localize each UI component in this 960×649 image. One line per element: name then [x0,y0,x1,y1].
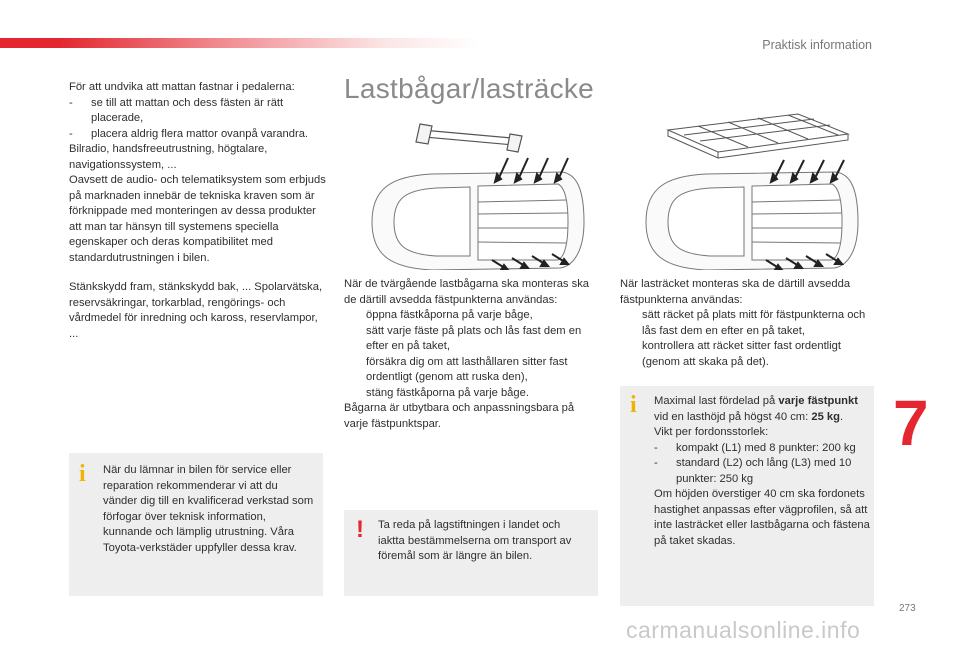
list-item: sätt varje fäste på plats och lås fast dem en efter en på taket, [366,324,582,352]
roof-rack-illustration [638,110,868,270]
watermark: carmanualsonline.info [626,617,861,643]
list-item: - standard (L2) och lång (L3) med 10 punkter: 250 kg [654,457,852,485]
page-title: Lastbågar/lasträcke [344,73,595,104]
list-item: försäkra dig om att lasthållaren sitter fast ordentligt (genom att ruska den), [366,355,568,383]
info-box-text: När du lämnar in bilen för service eller reparation rekommenderar vi att du vänder dig till en kvalificerad verkstad som förfogar över teknisk information, kunnande och lämplig utrustning. Våra Toyota-verkstäder uppfyller dessa krav. [103,464,314,554]
list-item: - placera aldrig flera mattor ovanpå varandra. [69,127,309,140]
header-accent-bar [0,38,480,48]
radio-paragraph: Bilradio, handsfreeutrustning, högtalare, navigationssystem, ... [69,143,268,171]
list-item: - kompakt (L1) med 8 punkter: 200 kg [654,441,856,454]
info-icon: i [79,461,86,487]
bars-intro: När de tvärgående lastbågarna ska monteras ska de därtill avsedda fästpunkterna användas: [344,278,590,306]
warning-box [344,510,598,596]
mat-intro: För att undvika att mattan fastnar i pedalerna: [69,81,295,93]
section-title: Praktisk information [762,38,872,52]
telematics-paragraph: Oavsett de audio- och telematiksystem som erbjuds på marknaden innebär de tekniska kraven som är förknippade med monteringen av dessa produkter att man tar hänsyn till systemens speciella egenskaper och deras kompatibilitet med standardutrustningen i bilen. [69,174,326,264]
weight-title: Vikt per fordonsstorlek: [654,426,769,438]
roof-bars-illustration [362,110,587,270]
mat-instructions [69,80,327,342]
list-item: stäng fästkåporna på varje båge. [366,386,529,399]
accessories-paragraph: Stänkskydd fram, stänkskydd bak, ... Spolarvätska, reservsäkringar, torkarblad, rengörings- och vårdmedel för inredning och kaross, reservlampor, ... [69,281,323,340]
rack-intro: När lasträcket monteras ska de därtill avsedda fästpunkterna användas: [620,278,851,306]
bars-outro: Bågarna är utbytbara och anpassningsbara på varje fästpunktspar. [344,402,575,430]
height-warning-text: Om höjden överstiger 40 cm ska fordonets hastighet anpassas efter vägprofilen, så att inte lasträcket eller lastbågarna och fästena på taket skadas. [654,488,870,547]
info-icon: i [630,392,637,418]
roof-bars-instructions [344,277,600,432]
page-number: 273 [899,603,916,614]
info-box-load [620,386,874,606]
list-item: kontrollera att räcket sitter fast ordentligt (genom att skaka på det). [642,340,841,368]
warning-text: Ta reda på lagstiftningen i landet och iaktta bestämmelserna om transport av föremål som är längre än bilen. [378,519,572,562]
list-item: öppna fästkåporna på varje båge, [366,309,533,321]
list-item: - se till att mattan och dess fästen är rätt placerade, [69,96,284,124]
roof-rack-instructions [620,277,878,370]
info-box-service [69,453,323,596]
chapter-number: 7 [893,387,929,459]
list-item: sätt räcket på plats mitt för fästpunkterna och lås fast dem en efter en på taket, [642,309,866,337]
max-load-text: Maximal last fördelad på varje fästpunkt vid en lasthöjd på högst 40 cm: 25 kg. [654,395,858,423]
info-box-load-text [654,394,870,549]
warning-icon: ! [356,516,364,543]
